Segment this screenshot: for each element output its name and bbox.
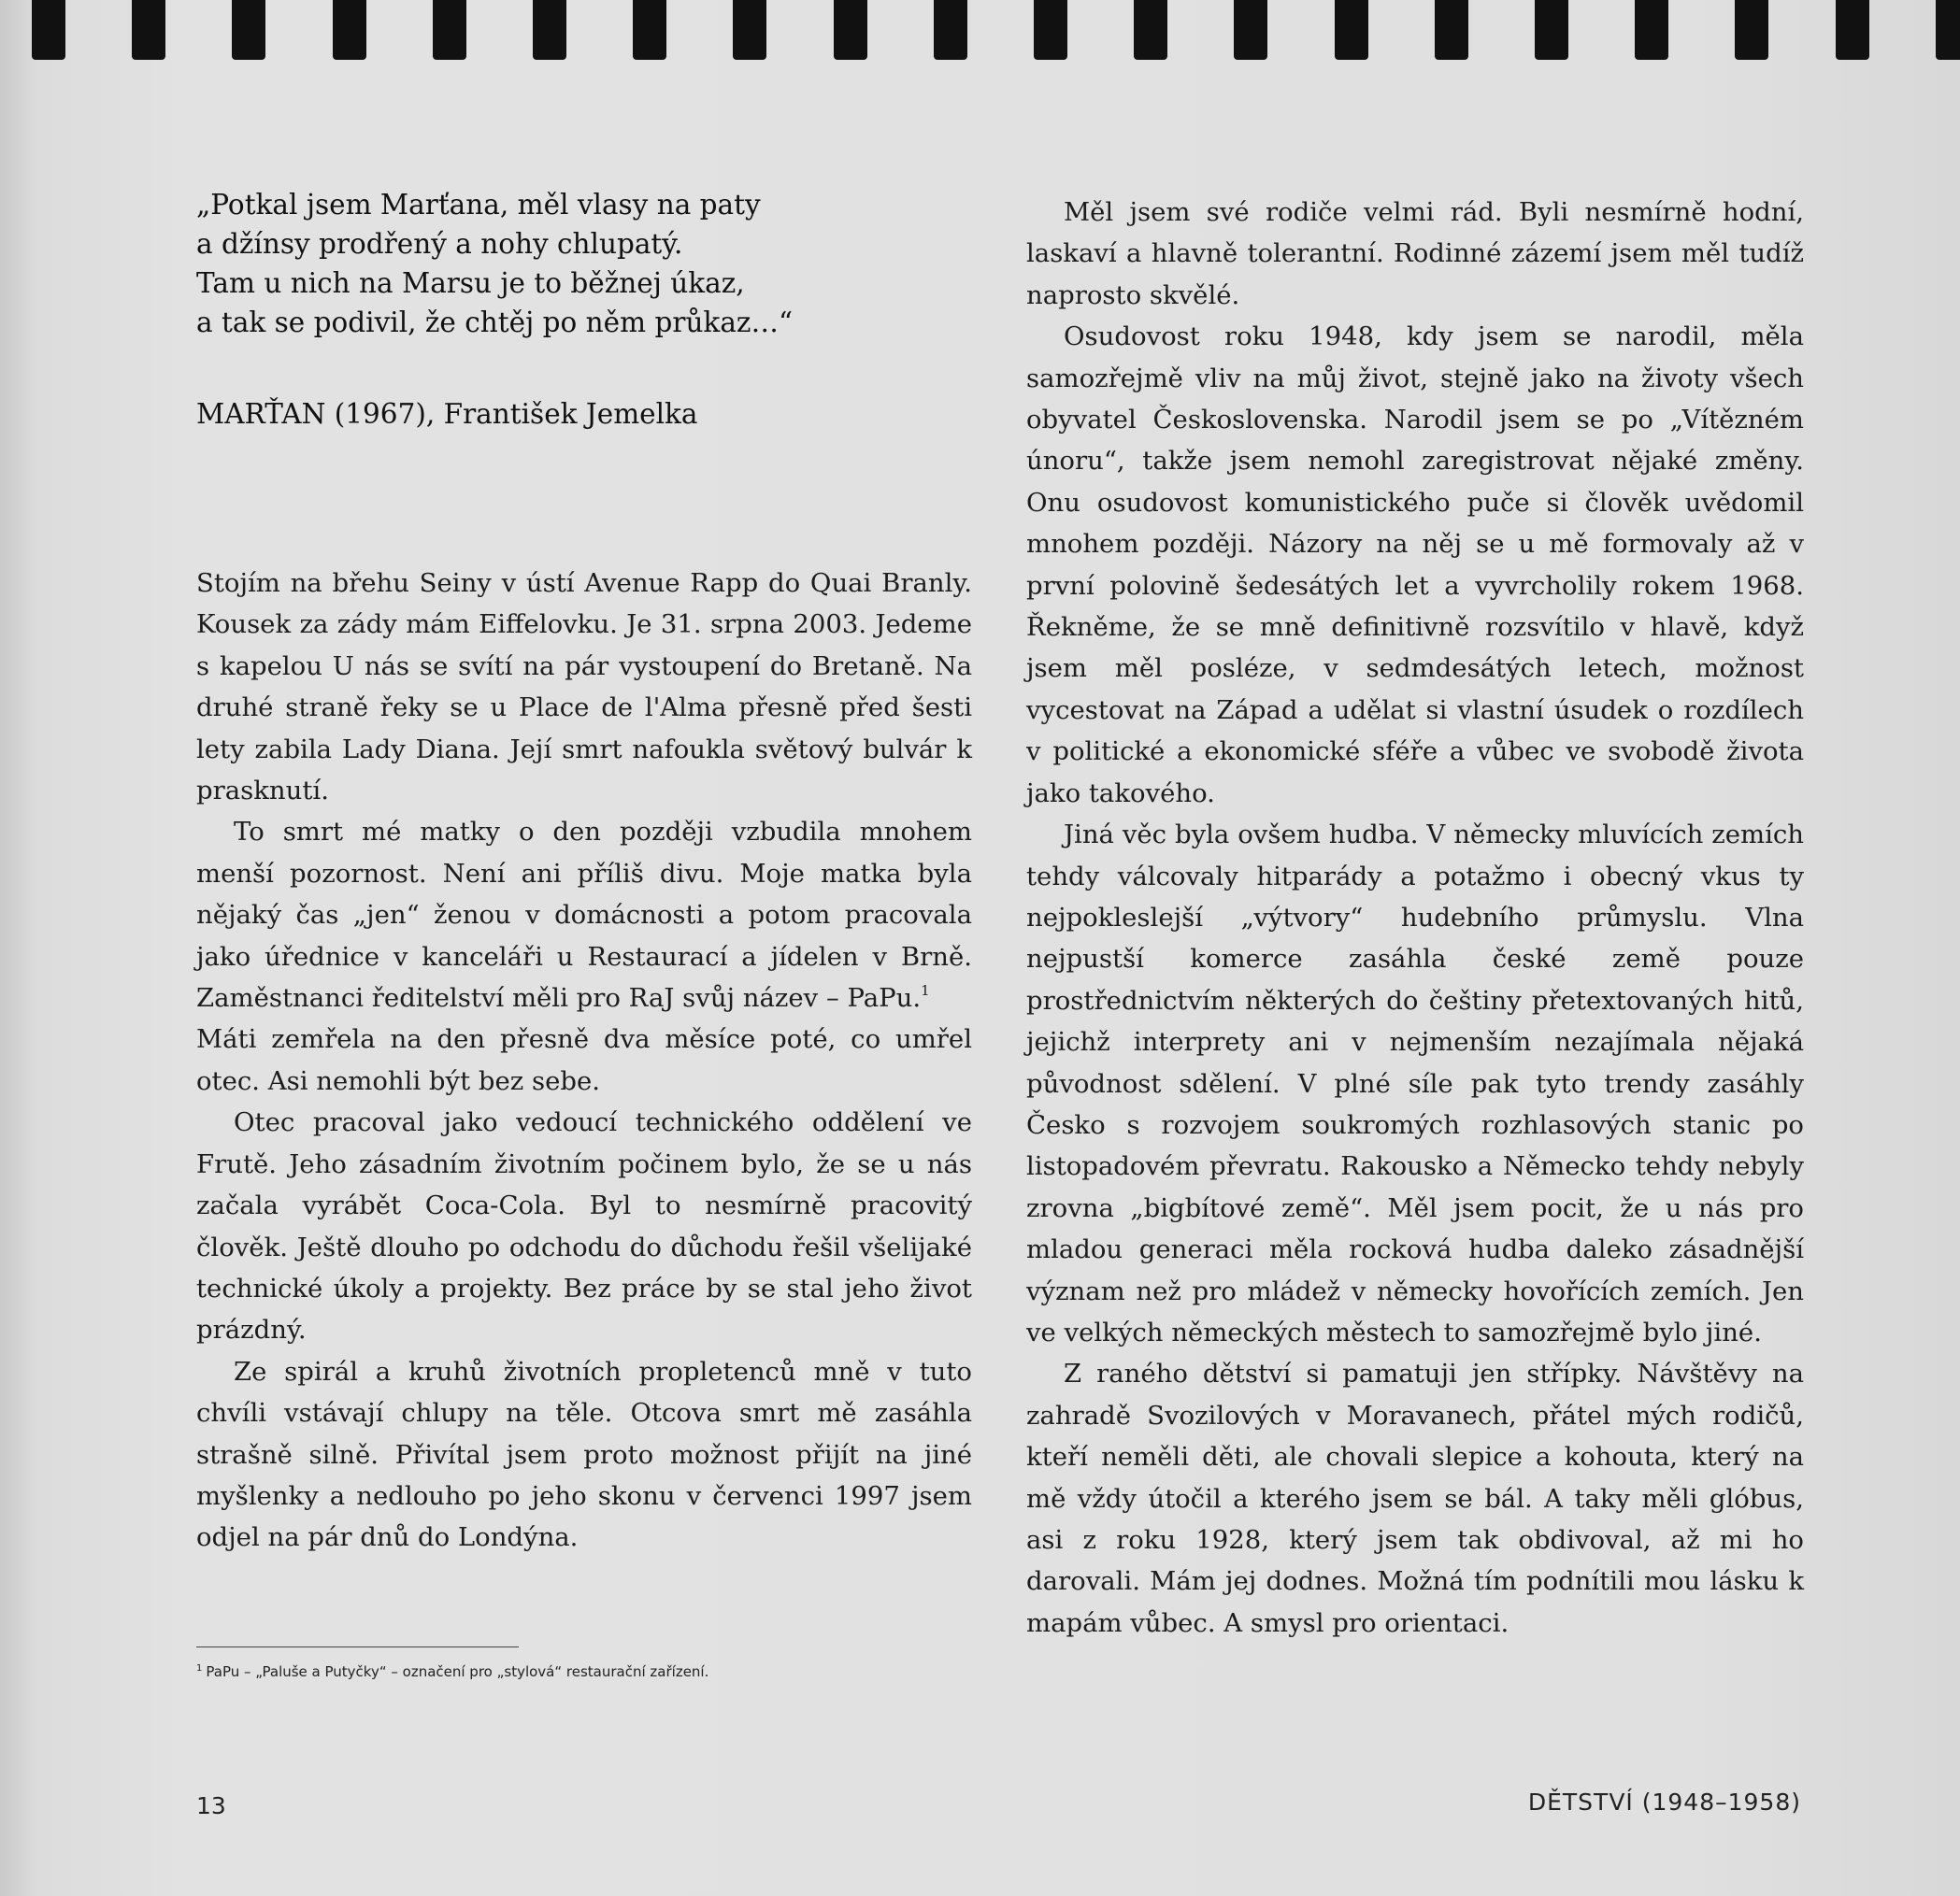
- binding-hole: [1034, 0, 1067, 60]
- paragraph-with-footnote: [196, 811, 972, 1019]
- binding-hole: [1134, 0, 1167, 60]
- paragraph: Stojím na břehu Seiny v ústí Avenue Rapp do Quai Branly. Kousek za zády mám Eiffelovku. Je 31. srpna 2003. Jedeme s kapelou U nás se svítí na pár vystoupení do Bretaně. Na druhé straně řeky se u Place de l'Alma přesně před šesti lety zabila Lady Diana. Její smrt nafoukla světový bulvár k prasknutí.: [196, 568, 972, 806]
- binding-hole: [1535, 0, 1568, 60]
- spiral-binding: [0, 0, 1960, 64]
- paragraph: Měl jsem své rodiče velmi rád. Byli nesmírně hodní, laskaví a hlavně tolerantní. Rodinné zázemí jsem měl tudíž naprosto skvělé.: [1026, 197, 1804, 310]
- paragraph: Máti zemřela na den přesně dva měsíce poté, co umřel otec. Asi nemohli být bez sebe.: [196, 1024, 972, 1096]
- epigraph-source: MARŤAN (1967), František Jemelka: [196, 398, 698, 430]
- binding-hole: [1635, 0, 1668, 60]
- footnote-reference: 1: [921, 982, 930, 1000]
- binding-hole: [1234, 0, 1267, 60]
- epigraph-line: Tam u nich na Marsu je to běžnej úkaz,: [196, 267, 745, 299]
- binding-hole: [1335, 0, 1368, 60]
- epigraph-line: a tak se podivil, že chtěj po něm průkaz…“: [196, 306, 794, 338]
- running-head: DĚTSTVÍ (1948–1958): [1527, 1789, 1801, 1816]
- page-number: 13: [196, 1792, 226, 1819]
- binding-hole: [934, 0, 967, 60]
- footnote-mark: 1: [196, 1663, 203, 1674]
- epigraph-quote: [196, 185, 794, 342]
- paragraph-text: To smrt mé matky o den později vzbudila mnohem menší pozornost. Není ani příliš divu. Moje matka byla nějaký čas „jen“ ženou v domácnosti a potom pracovala jako úřednice v kanceláři u Restaurací a jídelen v Brně. Zaměstnanci ředitelství měli pro RaJ svůj název – PaPu.: [196, 817, 972, 1014]
- binding-hole: [1936, 0, 1960, 60]
- binding-hole: [1435, 0, 1468, 60]
- binding-hole: [633, 0, 666, 60]
- binding-hole: [733, 0, 766, 60]
- paragraph: Osudovost roku 1948, kdy jsem se narodil, měla samozřejmě vliv na můj život, stejně jako na životy všech obyvatel Československa. Narodil jsem se po „Vítězném únoru“, takže jsem nemohl zaregistrovat nějaké změny. Onu osudovost komunistického puče si člověk uvědomil mnohem později. Názory na něj se u mě formovaly až v první polovině šedesátých let a vyvrcholily rokem 1968. Řekněme, že se mně definitivně rozsvítilo v hlavě, když jsem měl posléze, v sedmdesátých letech, možnost vycestovat na Západ a udělat si vlastní úsudek o rozdílech v politické a ekonomické sféře a vůbec ve svobodě života jako takového.: [1026, 321, 1804, 808]
- binding-hole: [32, 0, 65, 60]
- binding-hole: [132, 0, 165, 60]
- footnote-text: PaPu – „Paluše a Putyčky“ – označení pro „stylová“ restaurační zařízení.: [206, 1663, 709, 1680]
- paragraph: Jiná věc byla ovšem hudba. V německy mluvících zemích tehdy válcovaly hitparády a potažmo i obecný vkus ty nejpokleslejší „výtvory“ hudebního průmyslu. Vlna nejpustší komerce zasáhla české země pouze prostřednictvím některých do češtiny přetextovaných hitů, jejichž interprety ani v nejmenším nezajímala nějaká původnost sdělení. V plné síle pak tyto trendy zasáhly Česko s rozvojem soukromých rozhlasových stanic po listopadovém převratu. Rakousko a Německo tehdy nebyly zrovna „bigbítové země“. Měl jsem pocit, že u nás pro mladou generaci měla rocková hudba daleko zásadnější význam než pro mládež v německy hovořících zemích. Jen ve velkých německých městech to samozřejmě bylo jiné.: [1026, 820, 1804, 1347]
- epigraph-line: „Potkal jsem Marťana, měl vlasy na paty: [196, 189, 761, 221]
- binding-hole: [834, 0, 867, 60]
- binding-hole: [1735, 0, 1768, 60]
- paragraph: Otec pracoval jako vedoucí technického oddělení ve Frutě. Jeho zásadním životním počinem bylo, že se u nás začala vyrábět Coca-Cola. Byl to nesmírně pracovitý člověk. Ještě dlouho po odchodu do důchodu řešil všelijaké technické úkoly a projekty. Bez práce by se stal jeho život prázdný.: [196, 1107, 972, 1346]
- binding-hole: [1836, 0, 1869, 60]
- left-text-column: [196, 563, 972, 1559]
- binding-hole: [333, 0, 366, 60]
- paragraph: Ze spirál a kruhů životních propletenců mně v tuto chvíli vstávají chlupy na těle. Otcova smrt mě zasáhla strašně silně. Přivítal jsem proto možnost přijít na jiné myšlenky a nedlouho po jeho skonu v červenci 1997 jsem odjel na pár dnů do Londýna.: [196, 1356, 972, 1553]
- footnote: [196, 1658, 708, 1683]
- paragraph: Z raného dětství si pamatuji jen střípky. Návštěvy na zahradě Svozilových v Moravanech, přátel mých rodičů, kteří neměli děti, ale chovali slepice a kohouta, který na mě vždy útočil a kterého jsem se bál. A taky měli glóbus, asi z roku 1928, který jsem tak obdivoval, až mi ho darovali. Mám jej dodnes. Možná tím podnítili mou lásku k mapám vůbec. A smysl pro orientaci.: [1026, 1359, 1804, 1638]
- binding-hole: [533, 0, 566, 60]
- right-text-column: [1026, 192, 1804, 1644]
- binding-hole: [433, 0, 466, 60]
- binding-hole: [232, 0, 265, 60]
- epigraph-line: a džínsy prodřený a nohy chlupatý.: [196, 228, 683, 260]
